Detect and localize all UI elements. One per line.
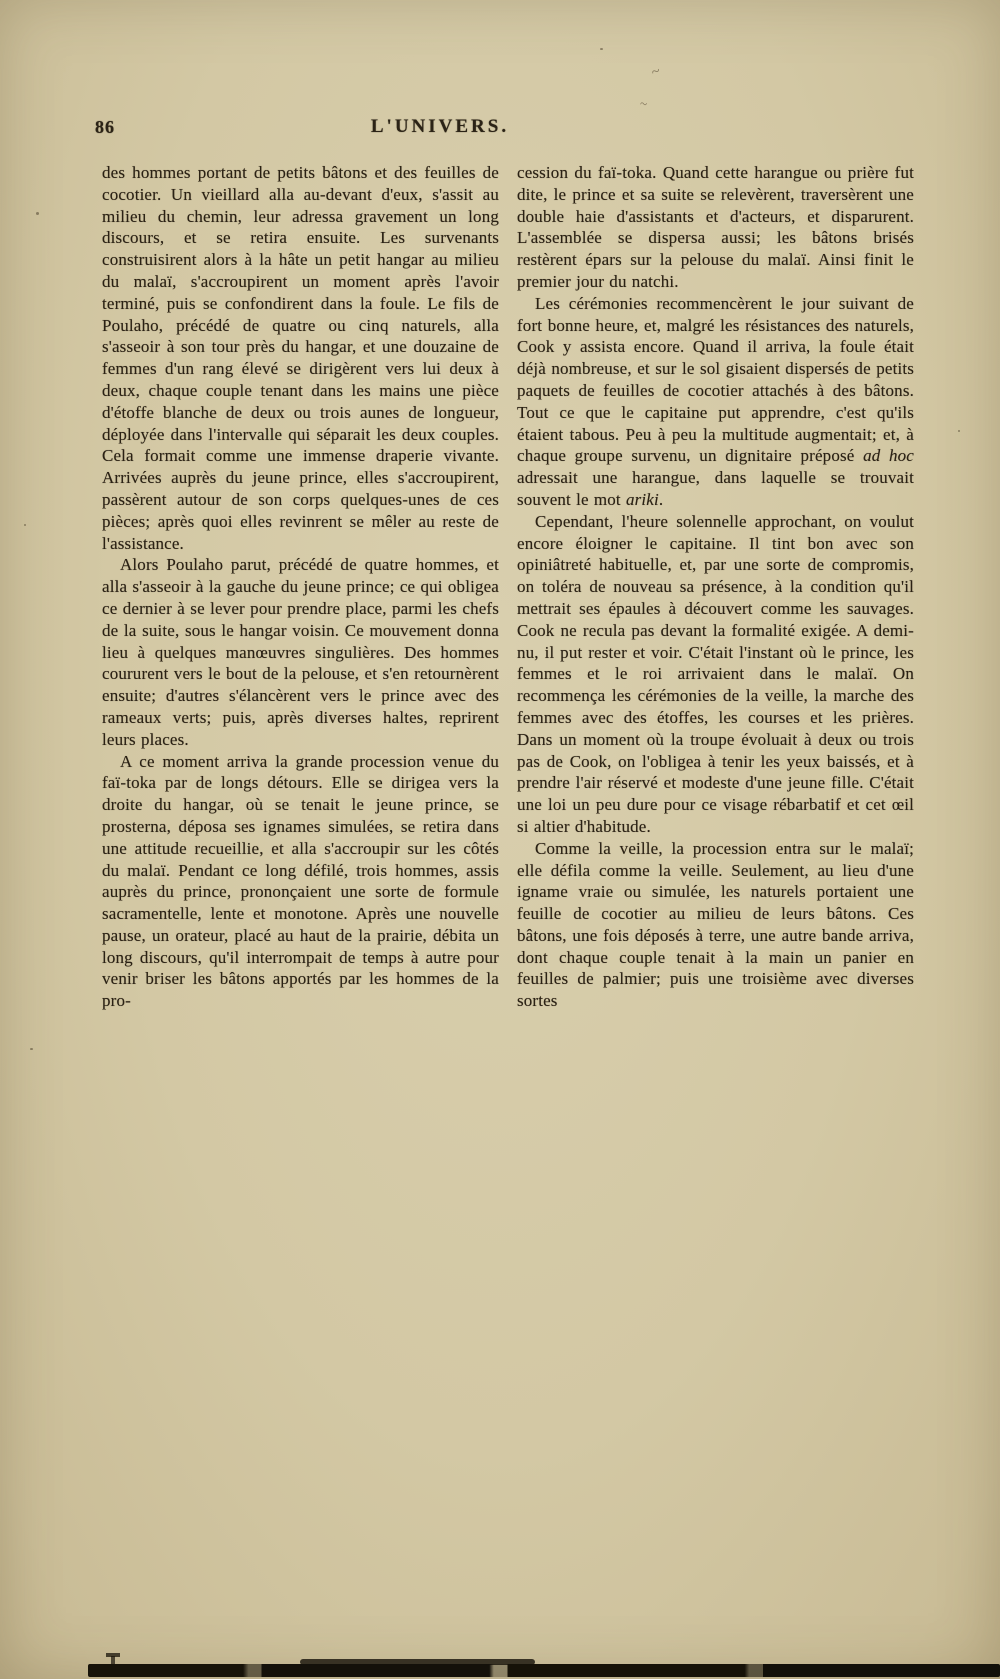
italic-term: ariki — [626, 489, 659, 509]
text-column-right — [517, 162, 914, 1402]
paragraph: Alors Poulaho parut, précédé de quatre hommes, et alla s'asseoir à la gauche du jeune prince; ce qui obligea ce dernier à se lever pour prendre place, parmi les chefs de la suite, sous le hangar voisin. Ce mouvement donna lieu à quelques manœuvres singulières. Des hommes coururent vers le bout de la pelouse, et s'en retournèrent ensuite; d'autres s'élancèrent vers le prince avec des rameaux verts; puis, après diverses haltes, reprirent leurs places. — [102, 555, 499, 749]
ink-speck — [24, 524, 26, 526]
paragraph — [517, 293, 914, 511]
scan-artifact-bottom-band — [88, 1664, 1000, 1677]
scan-artifact-squiggle: ~ — [638, 95, 649, 112]
paragraph-text: adressait une harangue, dans laquelle se trouvait souvent le mot — [517, 468, 914, 509]
page-title: L'UNIVERS. — [370, 116, 510, 137]
scan-artifact-squiggle: ~ — [649, 63, 663, 81]
italic-term: ad hoc — [863, 446, 914, 466]
paragraph: des hommes portant de petits bâtons et des feuilles de cocotier. Un vieillard alla au-devant d'eux, s'assit au milieu du chemin, leur adressa gravement un long discours, et se retira ensuite. Les survenants construisirent alors à la hâte un petit hangar au milieu du malaï, s'accroupirent un moment après l'avoir terminé, puis se confondirent dans la foule. Le fils de Poulaho, précédé de quatre ou cinq naturels, alla s'asseoir à son tour près du hangar, et une douzaine de femmes d'un rang élevé se dirigèrent vers lui deux à deux, chaque couple tenant dans les mains une pièce d'étoffe blanche de deux ou trois aunes de longueur, déployée dans l'intervalle qui séparait les deux couples. Cela formait comme une immense draperie vivante. Arrivées auprès du jeune prince, elles s'accroupirent, passèrent autour de son corps quelques-unes de ces pièces; après quoi elles revinrent se mêler au reste de l'assistance. — [102, 163, 499, 553]
paragraph: Cependant, l'heure solennelle approchant, on voulut encore éloigner le capitaine. Il tint bon avec son opiniâtreté habituelle, et, par une sorte de compromis, on toléra de nouveau sa présence, à la condition qu'il mettrait ses épaules à découvert comme les sauvages. Cook ne recula pas devant la formalité exigée. A demi-nu, il put rester et voir. C'était l'instant où le prince, les femmes et le roi arrivaient dans le malaï. On recommença les cérémonies de la veille, la marche des femmes avec des étoffes, les courses et les prières. Dans un moment où la troupe évoluait à deux ou trois pas de Cook, on l'obligea à tenir les yeux baissés, et à prendre l'air réservé et modeste d'une jeune fille. C'était une loi un peu dure pour ce visage rébarbatif et cet œil si altier d'habitude. — [517, 511, 914, 836]
ink-speck — [600, 48, 603, 50]
ink-speck — [958, 430, 960, 432]
paragraph-text: Les cérémonies recommencèrent le jour suivant de fort bonne heure, et, malgré les résistances des naturels, Cook y assista encore. Quand il arriva, la foule était déjà nombreuse, et sur le sol gisaient dispersés de petits paquets de feuilles de cocotier attachés à des bâtons. Tout ce que le capitaine put apprendre, c'est qu'ils étaient tabous. Peu à peu la multitude augmentait; et, à chaque groupe survenu, un dignitaire préposé — [517, 293, 914, 466]
text-body — [102, 162, 914, 1402]
page-number: 86 — [95, 117, 115, 137]
paragraph: A ce moment arriva la grande procession venue du faï-toka par de longs détours. Elle se dirigea vers la droite du hangar, où se tenait le jeune prince, se prosterna, déposa ses ignames simulées, se retira dans une attitude recueillie, et alla s'accroupir sur les côtés du malaï. Pendant ce long défilé, trois hommes, assis auprès du prince, prononçaient une sorte de formule sacramentelle, lente et monotone. Après une nouvelle pause, un orateur, placé au haut de la prairie, débita un long discours, qu'il interrompait de temps à autre pour venir briser les bâtons apportés par les hommes de la pro- — [102, 751, 499, 1011]
scan-artifact-mark — [106, 1653, 120, 1657]
paragraph: cession du faï-toka. Quand cette harangue ou prière fut dite, le prince et sa suite se relevèrent, traversèrent une double haie d'assistants et d'acteurs, et disparurent. L'assemblée se dispersa aussi; les bâtons brisés restèrent épars sur la pelouse du malaï. Ainsi finit le premier jour du natchi. — [517, 163, 914, 291]
text-column-left — [102, 162, 499, 1402]
ink-speck — [30, 1048, 33, 1050]
ink-speck — [36, 212, 39, 215]
page-header — [0, 116, 880, 138]
paragraph-text: . — [658, 489, 664, 509]
paragraph: Comme la veille, la procession entra sur le malaï; elle défila comme la veille. Seulement, au lieu d'une igname vraie ou simulée, les naturels portaient une feuille de cocotier au milieu de leurs bâtons. Ces bâtons, une fois déposés à terre, une autre bande arriva, dont chaque couple tenait à la main un panier en feuilles de palmier; puis une troisième avec diverses sortes — [517, 838, 914, 1011]
